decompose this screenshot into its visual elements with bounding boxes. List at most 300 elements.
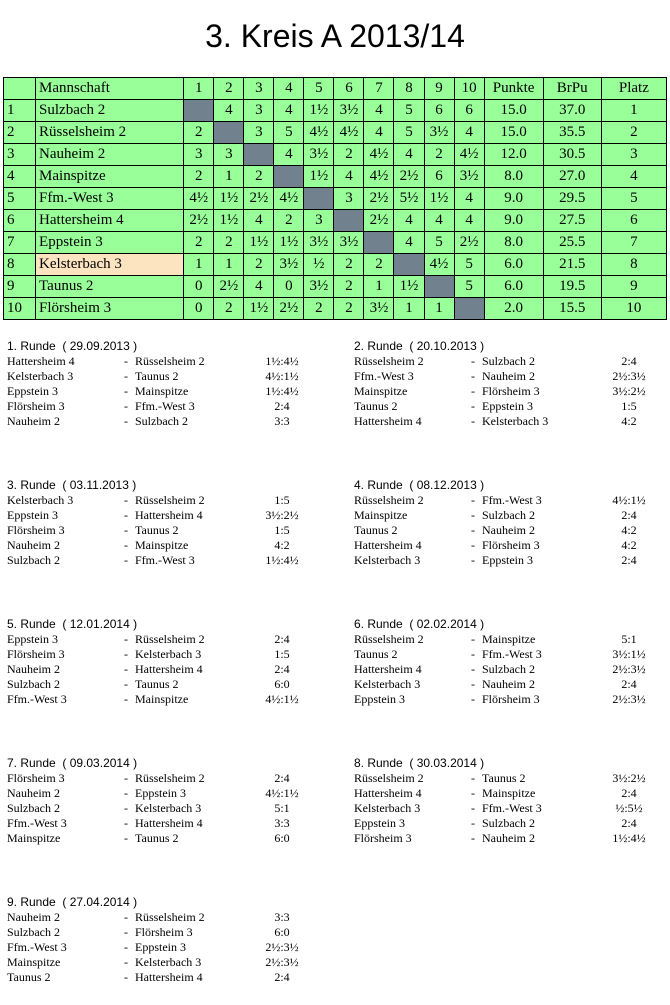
- table-row: [4, 122, 667, 144]
- result-cell: 4: [394, 144, 424, 166]
- away-team: Rüsselsheim 2: [135, 354, 205, 368]
- round-header: [354, 478, 670, 493]
- home-team: Taunus 2: [354, 399, 398, 413]
- game-result: 3:3: [274, 816, 290, 830]
- home-team: Nauheim 2: [7, 786, 60, 800]
- result-cell: 4: [454, 122, 484, 144]
- paren-open: (: [55, 895, 70, 909]
- away-team: Mainspitze: [135, 384, 189, 398]
- game-row: [354, 632, 670, 647]
- brpu-cell: 29.5: [543, 188, 601, 210]
- home-team: Ffm.-West 3: [7, 940, 67, 954]
- result-cell: 4: [394, 210, 424, 232]
- away-team: Ffm.-West 3: [135, 553, 195, 567]
- away-team: Rüsselsheim 2: [135, 910, 205, 924]
- round-header: [7, 756, 327, 771]
- game-row: [354, 647, 670, 662]
- separator: -: [471, 354, 475, 368]
- result-cell: 0: [184, 298, 214, 320]
- result-cell: 4: [394, 232, 424, 254]
- game-result: 4:2: [274, 538, 290, 552]
- home-team: Kelsterbach 3: [354, 553, 421, 567]
- home-team: Kelsterbach 3: [354, 677, 421, 691]
- home-team: Ffm.-West 3: [7, 692, 67, 706]
- home-team: Rüsselsheim 2: [354, 771, 424, 785]
- home-team: Hattersheim 4: [354, 662, 422, 676]
- away-team: Eppstein 3: [482, 399, 533, 413]
- header-round-col: 6: [334, 78, 364, 100]
- result-cell: 2½: [244, 188, 274, 210]
- game-result: 6:0: [274, 677, 290, 691]
- header-nr-cell: [4, 78, 36, 100]
- away-team: Sulzbach 2: [482, 816, 535, 830]
- game-row: [7, 553, 327, 568]
- result-cell: 4½: [364, 166, 394, 188]
- game-row: [354, 538, 670, 553]
- header-round-col: 7: [364, 78, 394, 100]
- row-number: 8: [4, 254, 36, 276]
- result-cell: 2½: [454, 232, 484, 254]
- away-team: Mainspitze: [135, 538, 189, 552]
- round-block: [7, 478, 327, 568]
- punkte-cell: 9.0: [484, 210, 543, 232]
- game-result: 3½:2½: [265, 508, 299, 522]
- game-row: [7, 955, 327, 970]
- separator: -: [471, 786, 475, 800]
- round-date: 12.01.2014: [69, 617, 130, 631]
- result-cell: 6: [424, 166, 454, 188]
- result-cell: 2: [244, 166, 274, 188]
- separator: -: [471, 647, 475, 661]
- result-cell: 2½: [214, 276, 244, 298]
- separator: -: [124, 801, 128, 815]
- game-result: 3:3: [274, 414, 290, 428]
- game-row: [354, 801, 670, 816]
- game-result: 4½:1½: [265, 369, 299, 383]
- self-cell: [214, 122, 244, 144]
- away-team: Eppstein 3: [482, 553, 533, 567]
- table-row: [4, 100, 667, 122]
- away-team: Ffm.-West 3: [135, 399, 195, 413]
- away-team: Flörsheim 3: [482, 384, 540, 398]
- home-team: Ffm.-West 3: [7, 816, 67, 830]
- result-cell: 3: [244, 122, 274, 144]
- platz-cell: 7: [601, 232, 666, 254]
- row-number: 4: [4, 166, 36, 188]
- game-result: 4:2: [621, 538, 637, 552]
- away-team: Taunus 2: [135, 369, 179, 383]
- table-row: [4, 254, 667, 276]
- game-row: [7, 538, 327, 553]
- game-result: 2:4: [274, 399, 290, 413]
- result-cell: 3½: [274, 254, 304, 276]
- home-team: Rüsselsheim 2: [354, 354, 424, 368]
- home-team: Eppstein 3: [354, 816, 405, 830]
- separator: -: [471, 523, 475, 537]
- home-team: Hattersheim 4: [354, 414, 422, 428]
- away-team: Kelsterbach 3: [482, 414, 549, 428]
- away-team: Nauheim 2: [482, 523, 535, 537]
- away-team: Rüsselsheim 2: [135, 493, 205, 507]
- header-team: Mannschaft: [36, 78, 184, 100]
- separator: -: [124, 970, 128, 984]
- brpu-cell: 15.5: [543, 298, 601, 320]
- away-team: Ffm.-West 3: [482, 647, 542, 661]
- game-result: 5:1: [274, 801, 290, 815]
- home-team: Mainspitze: [7, 955, 61, 969]
- round-header: [7, 478, 327, 493]
- game-row: [7, 632, 327, 647]
- away-team: Sulzbach 2: [482, 662, 535, 676]
- table-header-row: [4, 78, 667, 100]
- header-round-col: 1: [184, 78, 214, 100]
- away-team: Sulzbach 2: [482, 508, 535, 522]
- separator: -: [471, 538, 475, 552]
- game-row: [7, 771, 327, 786]
- game-row: [7, 692, 327, 707]
- separator: -: [471, 493, 475, 507]
- away-team: Flörsheim 3: [135, 925, 193, 939]
- round-label: 6. Runde: [354, 617, 403, 631]
- row-number: 5: [4, 188, 36, 210]
- away-team: Sulzbach 2: [135, 414, 188, 428]
- result-cell: 4: [274, 144, 304, 166]
- separator: -: [471, 692, 475, 706]
- round-block: [354, 756, 670, 846]
- separator: -: [471, 662, 475, 676]
- table-row: [4, 210, 667, 232]
- result-cell: 1½: [394, 276, 424, 298]
- round-date: 02.02.2014: [416, 617, 477, 631]
- round-block: [7, 617, 327, 707]
- result-cell: 1½: [304, 166, 334, 188]
- paren-open: (: [402, 756, 417, 770]
- game-result: 1½:4½: [265, 354, 299, 368]
- home-team: Flörsheim 3: [7, 771, 65, 785]
- game-row: [354, 786, 670, 801]
- punkte-cell: 8.0: [484, 166, 543, 188]
- away-team: Kelsterbach 3: [135, 955, 202, 969]
- result-cell: 3½: [334, 100, 364, 122]
- paren-close: ): [476, 478, 485, 492]
- away-team: Flörsheim 3: [482, 692, 540, 706]
- table-row: [4, 144, 667, 166]
- separator: -: [124, 925, 128, 939]
- brpu-cell: 27.0: [543, 166, 601, 188]
- separator: -: [124, 384, 128, 398]
- separator: -: [124, 508, 128, 522]
- result-cell: 4: [454, 188, 484, 210]
- game-row: [7, 508, 327, 523]
- team-name: Eppstein 3: [36, 232, 184, 254]
- home-team: Flörsheim 3: [354, 831, 412, 845]
- away-team: Ffm.-West 3: [482, 801, 542, 815]
- home-team: Ffm.-West 3: [354, 369, 414, 383]
- row-number: 6: [4, 210, 36, 232]
- separator: -: [124, 414, 128, 428]
- game-result: 2½:3½: [265, 955, 299, 969]
- separator: -: [471, 369, 475, 383]
- game-result: 2½:3½: [612, 662, 646, 676]
- game-result: 3:3: [274, 910, 290, 924]
- round-block: [7, 339, 327, 429]
- game-result: 2:4: [621, 354, 637, 368]
- row-number: 2: [4, 122, 36, 144]
- game-row: [354, 771, 670, 786]
- away-team: Taunus 2: [135, 831, 179, 845]
- game-row: [354, 354, 670, 369]
- self-cell: [184, 100, 214, 122]
- brpu-cell: 25.5: [543, 232, 601, 254]
- away-team: Mainspitze: [482, 632, 536, 646]
- game-row: [7, 786, 327, 801]
- result-cell: 4: [364, 100, 394, 122]
- away-team: Nauheim 2: [482, 677, 535, 691]
- result-cell: 4: [424, 210, 454, 232]
- result-cell: 1½: [274, 232, 304, 254]
- game-row: [354, 662, 670, 677]
- result-cell: 4: [244, 210, 274, 232]
- team-name: Mainspitze: [36, 166, 184, 188]
- row-number: 3: [4, 144, 36, 166]
- header-brpu: BrPu: [543, 78, 601, 100]
- paren-open: (: [55, 617, 70, 631]
- round-header: [7, 339, 327, 354]
- home-team: Mainspitze: [354, 508, 408, 522]
- game-row: [7, 493, 327, 508]
- platz-cell: 2: [601, 122, 666, 144]
- result-cell: 2½: [364, 210, 394, 232]
- game-row: [7, 831, 327, 846]
- away-team: Mainspitze: [482, 786, 536, 800]
- result-cell: 4½: [334, 122, 364, 144]
- game-result: 1:5: [621, 399, 637, 413]
- platz-cell: 10: [601, 298, 666, 320]
- result-cell: 0: [274, 276, 304, 298]
- away-team: Mainspitze: [135, 692, 189, 706]
- round-header: [354, 339, 670, 354]
- round-label: 8. Runde: [354, 756, 403, 770]
- round-date: 09.03.2014: [69, 756, 130, 770]
- result-cell: 1½: [304, 100, 334, 122]
- brpu-cell: 30.5: [543, 144, 601, 166]
- header-round-col: 4: [274, 78, 304, 100]
- separator: -: [471, 816, 475, 830]
- result-cell: 4½: [274, 188, 304, 210]
- paren-close: ): [129, 895, 138, 909]
- result-cell: 1: [214, 254, 244, 276]
- round-header: [7, 617, 327, 632]
- separator: -: [124, 647, 128, 661]
- game-result: 2:4: [274, 771, 290, 785]
- game-row: [7, 399, 327, 414]
- round-date: 27.04.2014: [69, 895, 130, 909]
- home-team: Nauheim 2: [7, 414, 60, 428]
- separator: -: [124, 523, 128, 537]
- team-name: Taunus 2: [36, 276, 184, 298]
- game-result: 2:4: [621, 508, 637, 522]
- home-team: Flörsheim 3: [7, 399, 65, 413]
- game-row: [354, 692, 670, 707]
- home-team: Kelsterbach 3: [7, 493, 74, 507]
- home-team: Nauheim 2: [7, 910, 60, 924]
- separator: -: [124, 816, 128, 830]
- header-round-col: 8: [394, 78, 424, 100]
- result-cell: 3: [214, 144, 244, 166]
- home-team: Eppstein 3: [354, 692, 405, 706]
- platz-cell: 5: [601, 188, 666, 210]
- result-cell: 2: [334, 298, 364, 320]
- self-cell: [244, 144, 274, 166]
- round-date: 30.03.2014: [416, 756, 477, 770]
- result-cell: 2: [214, 298, 244, 320]
- home-team: Eppstein 3: [7, 632, 58, 646]
- game-row: [7, 369, 327, 384]
- round-block: [354, 339, 670, 429]
- home-team: Sulzbach 2: [7, 801, 60, 815]
- game-result: 2:4: [274, 632, 290, 646]
- game-row: [354, 399, 670, 414]
- result-cell: 2: [214, 232, 244, 254]
- paren-close: ): [476, 339, 485, 353]
- separator: -: [471, 553, 475, 567]
- game-result: 2:4: [274, 970, 290, 984]
- round-label: 1. Runde: [7, 339, 56, 353]
- result-cell: 2: [274, 210, 304, 232]
- self-cell: [304, 188, 334, 210]
- punkte-cell: 9.0: [484, 188, 543, 210]
- away-team: Nauheim 2: [482, 369, 535, 383]
- game-result: 3½:2½: [612, 384, 646, 398]
- home-team: Hattersheim 4: [354, 786, 422, 800]
- round-block: [7, 756, 327, 846]
- result-cell: 0: [184, 276, 214, 298]
- header-round-col: 5: [304, 78, 334, 100]
- game-row: [354, 677, 670, 692]
- result-cell: 3: [304, 210, 334, 232]
- away-team: Hattersheim 4: [135, 508, 203, 522]
- separator: -: [124, 955, 128, 969]
- result-cell: 4: [454, 210, 484, 232]
- away-team: Hattersheim 4: [135, 970, 203, 984]
- result-cell: 4½: [424, 254, 454, 276]
- paren-close: ): [128, 478, 137, 492]
- paren-open: (: [402, 617, 417, 631]
- paren-open: (: [55, 756, 70, 770]
- result-cell: 3½: [304, 144, 334, 166]
- team-name: Flörsheim 3: [36, 298, 184, 320]
- result-cell: 1½: [214, 188, 244, 210]
- paren-close: ): [129, 756, 138, 770]
- away-team: Flörsheim 3: [482, 538, 540, 552]
- self-cell: [364, 232, 394, 254]
- punkte-cell: 6.0: [484, 254, 543, 276]
- game-result: 3½:2½: [612, 771, 646, 785]
- home-team: Mainspitze: [7, 831, 61, 845]
- game-row: [7, 414, 327, 429]
- result-cell: 3½: [364, 298, 394, 320]
- header-punkte: Punkte: [484, 78, 543, 100]
- result-cell: 4: [334, 166, 364, 188]
- home-team: Taunus 2: [354, 647, 398, 661]
- result-cell: 4½: [364, 144, 394, 166]
- separator: -: [124, 940, 128, 954]
- self-cell: [334, 210, 364, 232]
- result-cell: 2: [334, 144, 364, 166]
- separator: -: [124, 354, 128, 368]
- result-cell: 1½: [424, 188, 454, 210]
- game-row: [7, 925, 327, 940]
- result-cell: 3: [244, 100, 274, 122]
- game-result: 1½:4½: [265, 553, 299, 567]
- away-team: Taunus 2: [135, 677, 179, 691]
- game-row: [354, 369, 670, 384]
- result-cell: 3: [334, 188, 364, 210]
- result-cell: 4: [214, 100, 244, 122]
- team-name: Hattersheim 4: [36, 210, 184, 232]
- round-label: 2. Runde: [354, 339, 403, 353]
- game-row: [354, 523, 670, 538]
- result-cell: 1: [394, 298, 424, 320]
- home-team: Sulzbach 2: [7, 553, 60, 567]
- round-date: 03.11.2013: [69, 478, 129, 492]
- result-cell: 4: [244, 276, 274, 298]
- game-row: [354, 414, 670, 429]
- result-cell: 2½: [274, 298, 304, 320]
- separator: -: [124, 692, 128, 706]
- game-result: 4½:1½: [612, 493, 646, 507]
- home-team: Hattersheim 4: [354, 538, 422, 552]
- game-row: [7, 910, 327, 925]
- punkte-cell: 2.0: [484, 298, 543, 320]
- game-row: [7, 940, 327, 955]
- home-team: Kelsterbach 3: [354, 801, 421, 815]
- paren-open: (: [55, 478, 70, 492]
- separator: -: [471, 384, 475, 398]
- game-row: [354, 831, 670, 846]
- game-row: [7, 647, 327, 662]
- result-cell: 3: [184, 144, 214, 166]
- result-cell: ½: [304, 254, 334, 276]
- brpu-cell: 19.5: [543, 276, 601, 298]
- game-result: 4½:1½: [265, 786, 299, 800]
- away-team: Rüsselsheim 2: [135, 771, 205, 785]
- header-round-col: 10: [454, 78, 484, 100]
- paren-open: (: [402, 339, 417, 353]
- result-cell: 6: [424, 100, 454, 122]
- result-cell: 3½: [424, 122, 454, 144]
- game-result: 3½:1½: [612, 647, 646, 661]
- game-result: 1:5: [274, 523, 290, 537]
- brpu-cell: 21.5: [543, 254, 601, 276]
- away-team: Kelsterbach 3: [135, 801, 202, 815]
- away-team: Taunus 2: [482, 771, 526, 785]
- game-row: [354, 816, 670, 831]
- home-team: Sulzbach 2: [7, 677, 60, 691]
- round-header: [354, 756, 670, 771]
- result-cell: 4½: [454, 144, 484, 166]
- separator: -: [471, 399, 475, 413]
- game-result: 2:4: [621, 786, 637, 800]
- separator: -: [124, 538, 128, 552]
- game-result: 5:1: [621, 632, 637, 646]
- result-cell: 3½: [334, 232, 364, 254]
- home-team: Taunus 2: [7, 970, 51, 984]
- separator: -: [124, 910, 128, 924]
- result-cell: 5: [394, 100, 424, 122]
- result-cell: 2: [334, 276, 364, 298]
- paren-close: ): [476, 617, 485, 631]
